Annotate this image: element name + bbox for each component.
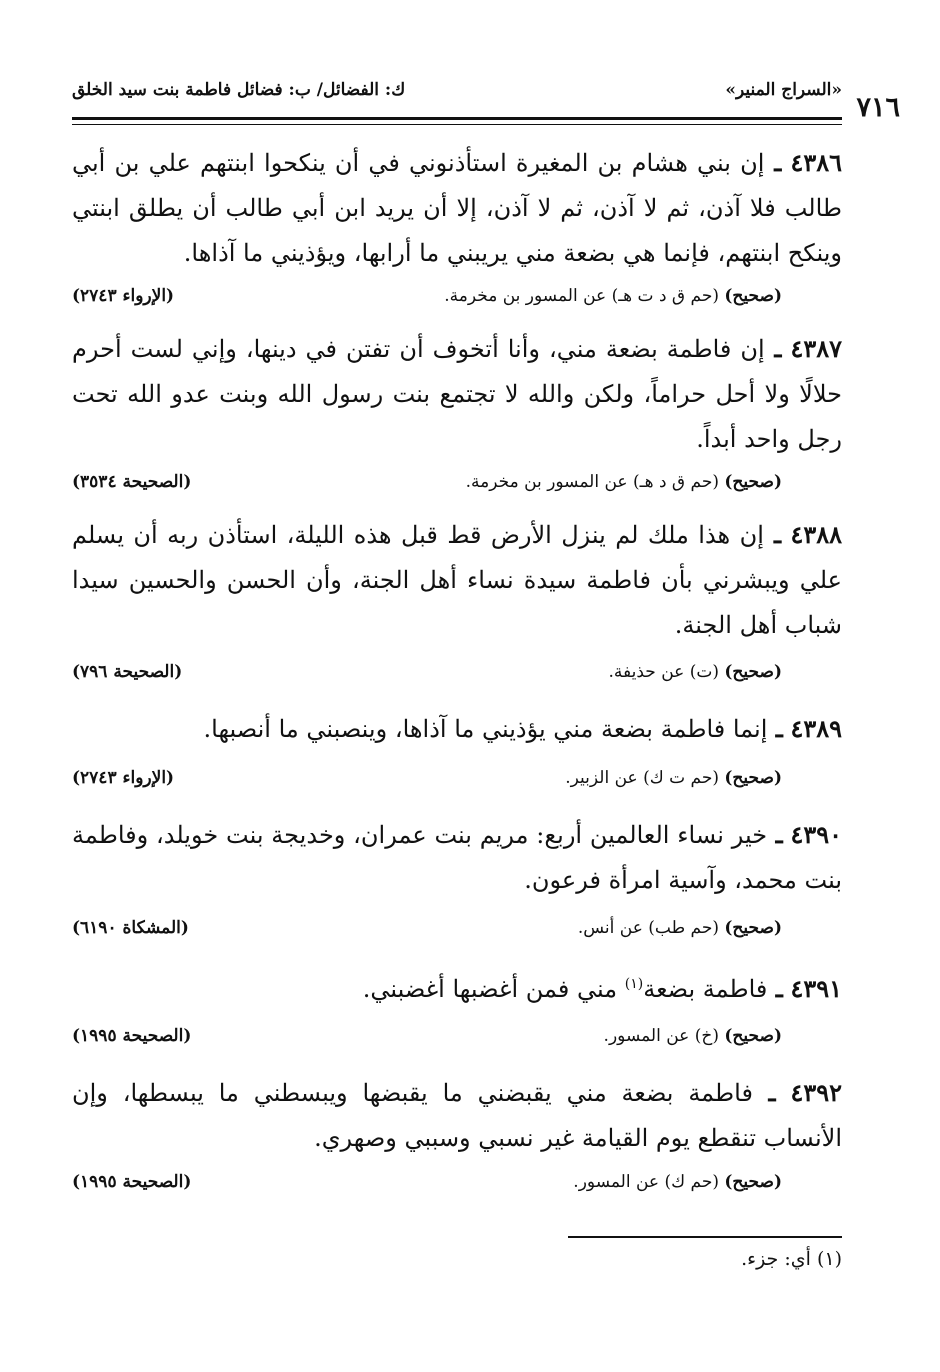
hadith-number: ٤٣٩٢ <box>790 1078 842 1107</box>
source-text: (ت) عن حذيفة. <box>608 662 719 682</box>
source-row <box>72 1172 842 1202</box>
hadith-number: ٤٣٨٨ <box>790 520 843 549</box>
grading-line <box>444 286 782 306</box>
footnote-number: (١) <box>816 1248 842 1270</box>
hadith-entry <box>72 140 842 276</box>
grading-line <box>466 472 782 492</box>
hadith-text: إنما فاطمة بضعة مني يؤذيني ما آذاها، وينصبني ما أنصبها. <box>203 715 768 743</box>
source-text: (حم ق د ت هـ) عن المسور بن مخرمة. <box>444 286 719 306</box>
hadith-entry <box>72 326 842 462</box>
footnote <box>741 1248 842 1270</box>
hadith-entry <box>72 962 842 1012</box>
hadith-number: ٤٣٨٩ <box>790 714 842 743</box>
hadith-number: ٤٣٩٠ <box>790 820 842 849</box>
hadith-text: فاطمة بضعة <box>643 975 768 1003</box>
source-text: (خ) عن المسور. <box>603 1026 719 1046</box>
hadith-entry <box>72 706 842 752</box>
hadith-text-block <box>72 962 842 1012</box>
hadith-text-block <box>72 706 842 752</box>
grade-label: (صحيح) <box>724 472 782 492</box>
hadith-dash: ـ <box>767 820 783 849</box>
reference: (المشكاة ٦١٩٠) <box>72 918 189 938</box>
source-text: (حم ت ك) عن الزبير. <box>565 768 719 788</box>
grading-line <box>565 768 782 788</box>
hadith-text: إن هذا ملك لم ينزل الأرض قط قبل هذه الليلة، استأذن ربه أن يسلم علي ويبشرني بأن فاطمة سيدة نساء أهل الجنة، وأن الحسن والحسين سيدا شباب أهل الجنة. <box>72 521 842 639</box>
footnote-divider <box>568 1236 842 1238</box>
source-row <box>72 768 842 798</box>
hadith-number: ٤٣٩١ <box>790 974 842 1003</box>
hadith-text-block <box>72 326 842 462</box>
hadith-dash: ـ <box>764 334 782 363</box>
grade-label: (صحيح) <box>724 1026 782 1046</box>
source-row <box>72 918 842 948</box>
source-text: (حم ق د هـ) عن المسور بن مخرمة. <box>465 472 719 492</box>
grade-label: (صحيح) <box>724 918 782 938</box>
hadith-dash: ـ <box>764 148 782 177</box>
hadith-number: ٤٣٨٦ <box>790 148 842 177</box>
hadith-entry <box>72 512 842 648</box>
grade-label: (صحيح) <box>724 1172 782 1192</box>
hadith-number: ٤٣٨٧ <box>790 334 842 363</box>
source-text: (حم ك) عن المسور. <box>573 1172 719 1192</box>
hadith-entry <box>72 812 842 903</box>
source-row <box>72 286 842 316</box>
source-row <box>72 1026 842 1056</box>
grading-line <box>578 918 782 938</box>
hadith-entry <box>72 1070 842 1161</box>
header-divider <box>72 117 842 125</box>
footnote-marker: (١) <box>624 976 644 992</box>
grade-label: (صحيح) <box>724 286 782 306</box>
reference: (الإرواء ٢٧٤٣) <box>72 768 175 788</box>
reference: (الصحيحة ١٩٩٥) <box>72 1172 192 1192</box>
hadith-text-block <box>72 812 842 903</box>
section-title: ك: الفضائل/ ب: فضائل فاطمة بنت سيد الخلق <box>72 80 406 100</box>
reference: (الإرواء ٢٧٤٣) <box>72 286 175 306</box>
reference: (الصحيحة ٣٥٣٤) <box>72 472 192 492</box>
running-title: «السراج المنير» <box>725 80 842 100</box>
grading-line <box>573 1172 782 1192</box>
footnote-text: أي: جزء. <box>741 1248 811 1270</box>
hadith-text: إن بني هشام بن المغيرة استأذنوني في أن ينكحوا ابنتهم علي بن أبي طالب فلا آذن، ثم لا آذن، ثم لا آذن، إلا أن يريد ابن أبي طالب أن يطلق ابنتي وينكح ابنتهم، فإنما هي بضعة مني يريبني ما أرابها، ويؤذيني ما آذاها. <box>72 149 842 267</box>
hadith-text-block <box>72 1070 842 1161</box>
grading-line <box>604 1026 782 1046</box>
hadith-text-block <box>72 512 842 648</box>
hadith-dash: ـ <box>767 714 783 743</box>
source-row <box>72 662 842 692</box>
hadith-text: إن فاطمة بضعة مني، وأنا أتخوف أن تفتن في دينها، وإني لست أحرم حلالًا ولا أحل حراماً، ولكن والله لا تجتمع بنت رسول الله وبنت عدو الله تحت رجل واحد أبداً. <box>72 335 842 453</box>
source-row <box>72 472 842 502</box>
grading-line <box>609 662 782 682</box>
hadith-text: خير نساء العالمين أربع: مريم بنت عمران، وخديجة بنت خويلد، وفاطمة بنت محمد، وآسية امرأة فرعون. <box>72 821 842 894</box>
page-number: ٧١٦ <box>856 92 900 123</box>
source-text: (حم طب) عن أنس. <box>577 918 719 938</box>
hadith-text-continued: مني فمن أغضبها أغضبني. <box>362 975 625 1003</box>
reference: (الصحيحة ٧٩٦) <box>72 662 183 682</box>
hadith-dash: ـ <box>752 1078 776 1107</box>
grade-label: (صحيح) <box>724 662 782 682</box>
hadith-text: فاطمة بضعة مني يقبضني ما يقبضها ويبسطني ما يبسطها، وإن الأنساب تنقطع يوم القيامة غير نسبي وسببي وصهري. <box>72 1079 842 1152</box>
hadith-dash: ـ <box>763 520 782 549</box>
reference: (الصحيحة ١٩٩٥) <box>72 1026 192 1046</box>
grade-label: (صحيح) <box>724 768 782 788</box>
hadith-dash: ـ <box>767 974 783 1003</box>
hadith-text-block <box>72 140 842 276</box>
